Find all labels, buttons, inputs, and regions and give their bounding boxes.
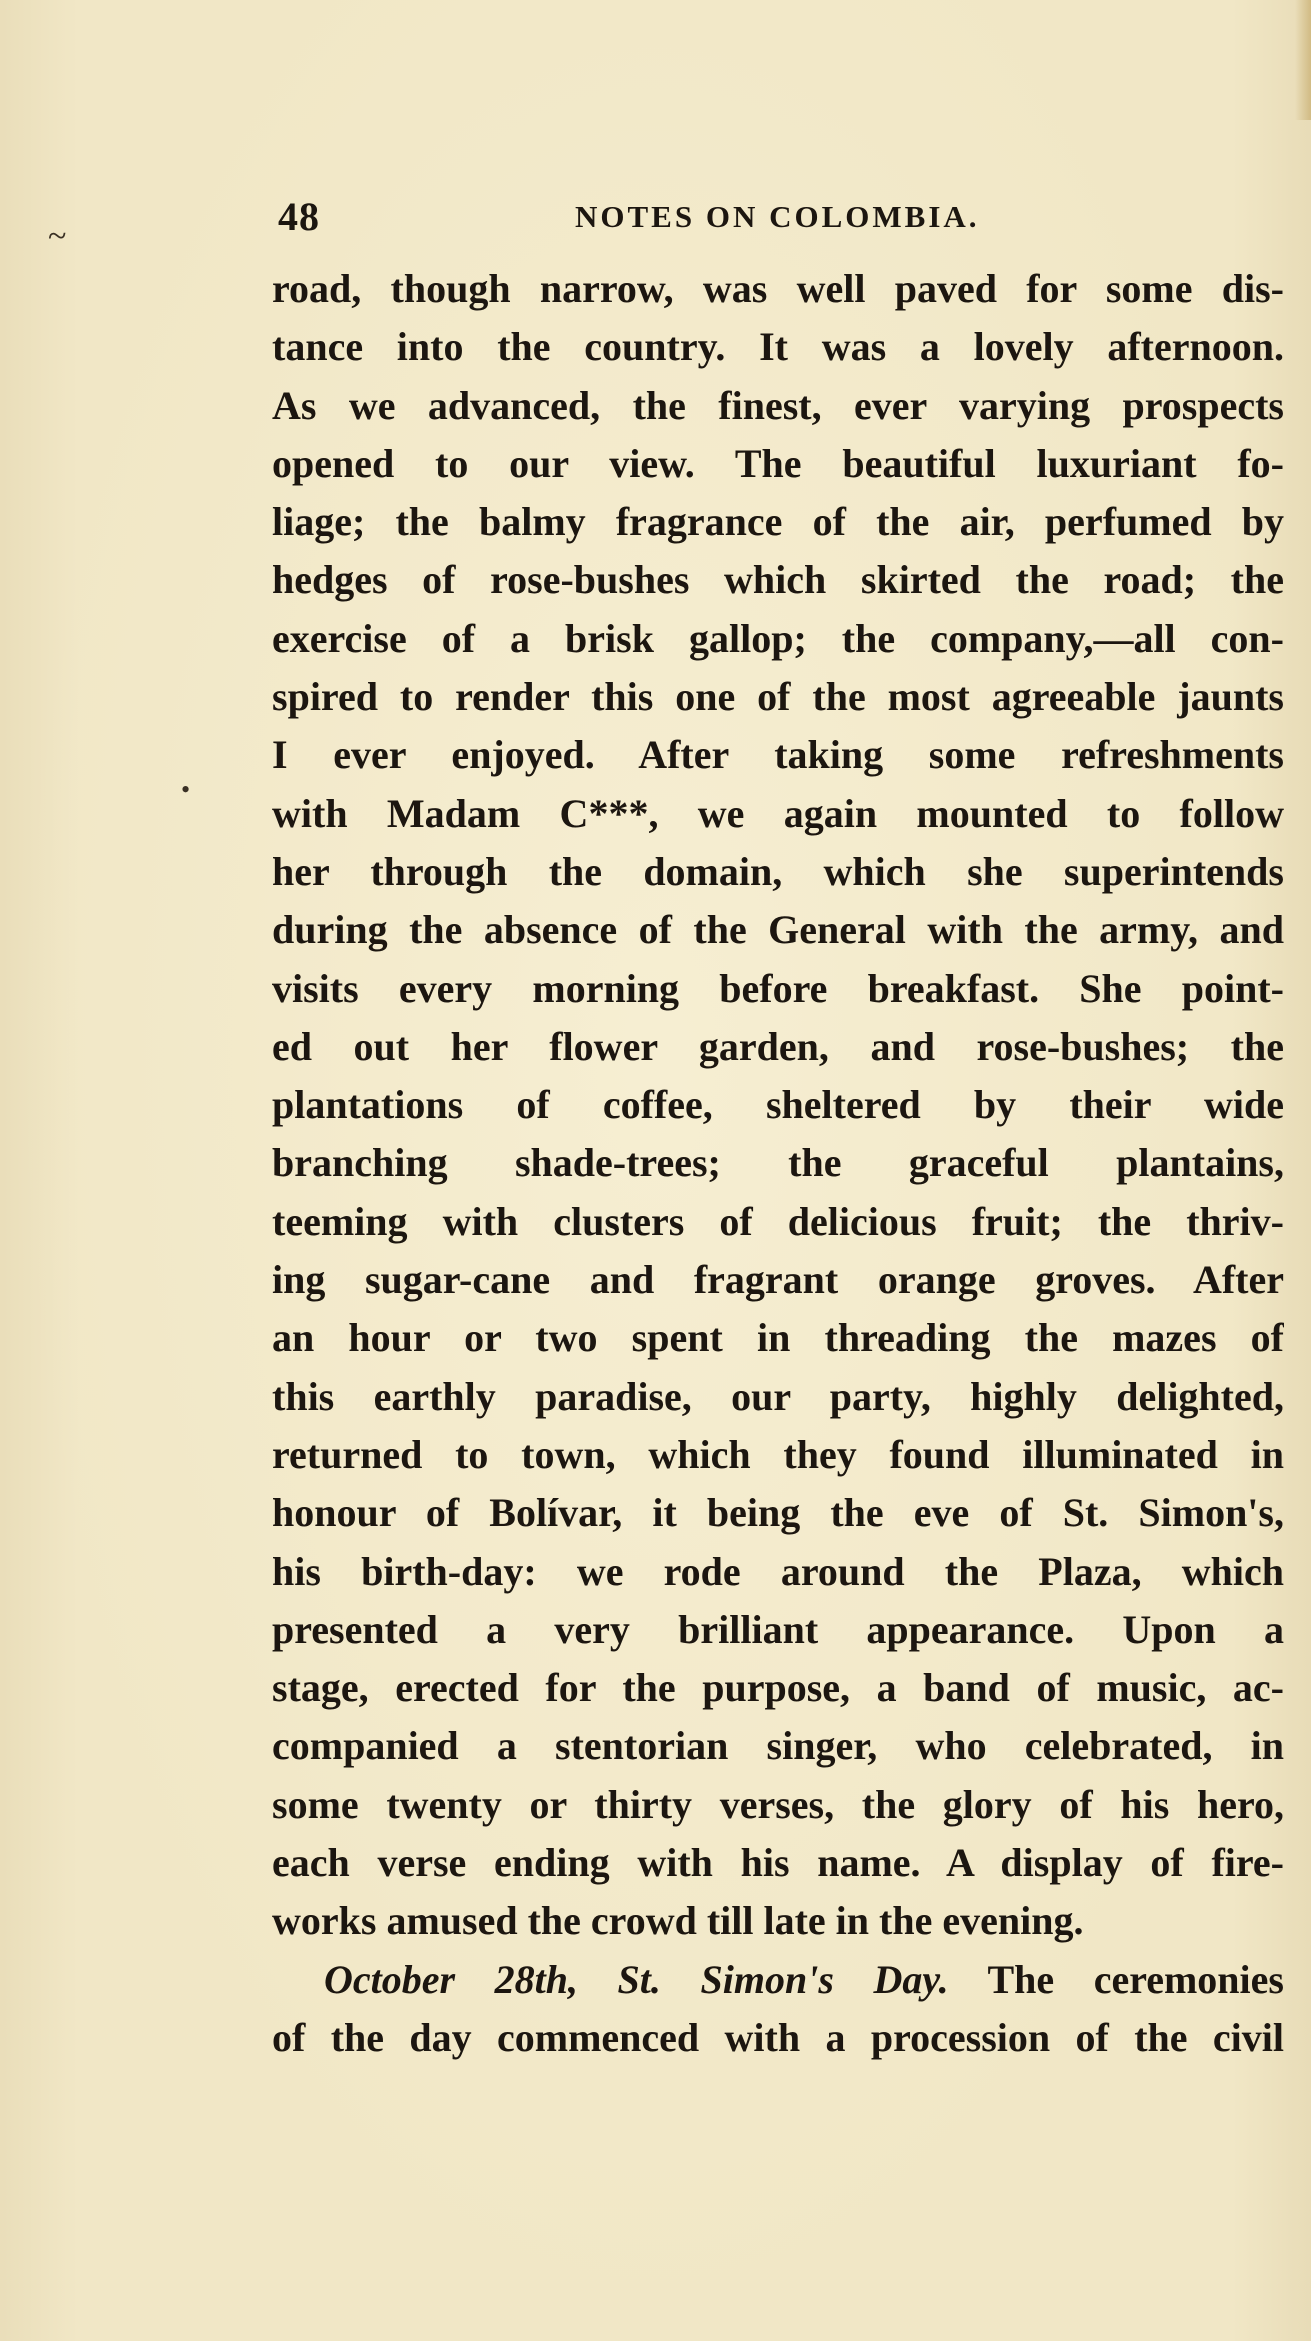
text-line: his birth-day: we rode around the Plaza, which	[272, 1548, 1284, 1594]
text-line: teeming with clusters of delicious fruit; the thriv-	[272, 1198, 1284, 1244]
page-number: 48	[278, 194, 320, 239]
dated-entry-heading: October 28th, St. Simon's Day.	[324, 1956, 949, 2002]
text-line: an hour or two spent in threading the mazes of	[272, 1315, 1284, 1361]
margin-mark: ~	[48, 218, 67, 255]
text-line: tance into the country. It was a lovely afternoon.	[272, 324, 1284, 370]
text-line: companied a stentorian singer, who celebrated, in	[272, 1723, 1284, 1769]
text-line: I ever enjoyed. After taking some refreshments	[272, 732, 1284, 778]
dated-entry-line	[272, 1951, 1284, 2009]
text-line: hedges of rose-bushes which skirted the road; the	[272, 557, 1284, 603]
text-line: spired to render this one of the most agreeable jaunts	[272, 674, 1284, 720]
margin-speck: •	[181, 775, 191, 804]
text-line: exercise of a brisk gallop; the company,—all con-	[272, 615, 1284, 661]
text-line: branching shade-trees; the graceful plantains,	[272, 1140, 1284, 1186]
text-line: ing sugar-cane and fragrant orange groves. After	[272, 1257, 1284, 1303]
text-line: ed out her flower garden, and rose-bushes; the	[272, 1023, 1284, 1069]
body-text	[272, 260, 1284, 2067]
text-line: opened to our view. The beautiful luxuriant fo-	[272, 440, 1284, 486]
running-title: NOTES ON COLOMBIA.	[575, 199, 980, 234]
text-line: some twenty or thirty verses, the glory of his hero,	[272, 1781, 1284, 1827]
paragraph-end-line: works amused the crowd till late in the evening.	[272, 1898, 1084, 1944]
text-line: presented a very brilliant appearance. Upon a	[272, 1606, 1284, 1652]
text-line: road, though narrow, was well paved for some dis-	[272, 266, 1284, 311]
text-line: stage, erected for the purpose, a band of music, ac-	[272, 1665, 1284, 1711]
dated-entry-text: The ceremonies	[987, 1956, 1284, 2002]
text-line: each verse ending with his name. A display of fire-	[272, 1840, 1284, 1886]
text-line: liage; the balmy fragrance of the air, perfumed by	[272, 499, 1284, 545]
text-line: this earthly paradise, our party, highly delighted,	[272, 1373, 1284, 1419]
text-line: with Madam C***, we again mounted to follow	[272, 790, 1284, 836]
text-line: visits every morning before breakfast. She point-	[272, 965, 1284, 1011]
text-line: returned to town, which they found illuminated in	[272, 1431, 1284, 1477]
text-line: during the absence of the General with the army, and	[272, 907, 1284, 953]
text-line: her through the domain, which she superintends	[272, 848, 1284, 894]
page-edge-shadow	[1295, 0, 1311, 120]
text-line: As we advanced, the finest, ever varying prospects	[272, 382, 1284, 428]
text-line: honour of Bolívar, it being the eve of St. Simon's,	[272, 1490, 1284, 1536]
text-line: plantations of coffee, sheltered by their wide	[272, 1082, 1284, 1128]
final-text-line: of the day commenced with a procession of the civil	[272, 2014, 1284, 2060]
page-header	[278, 193, 1288, 253]
